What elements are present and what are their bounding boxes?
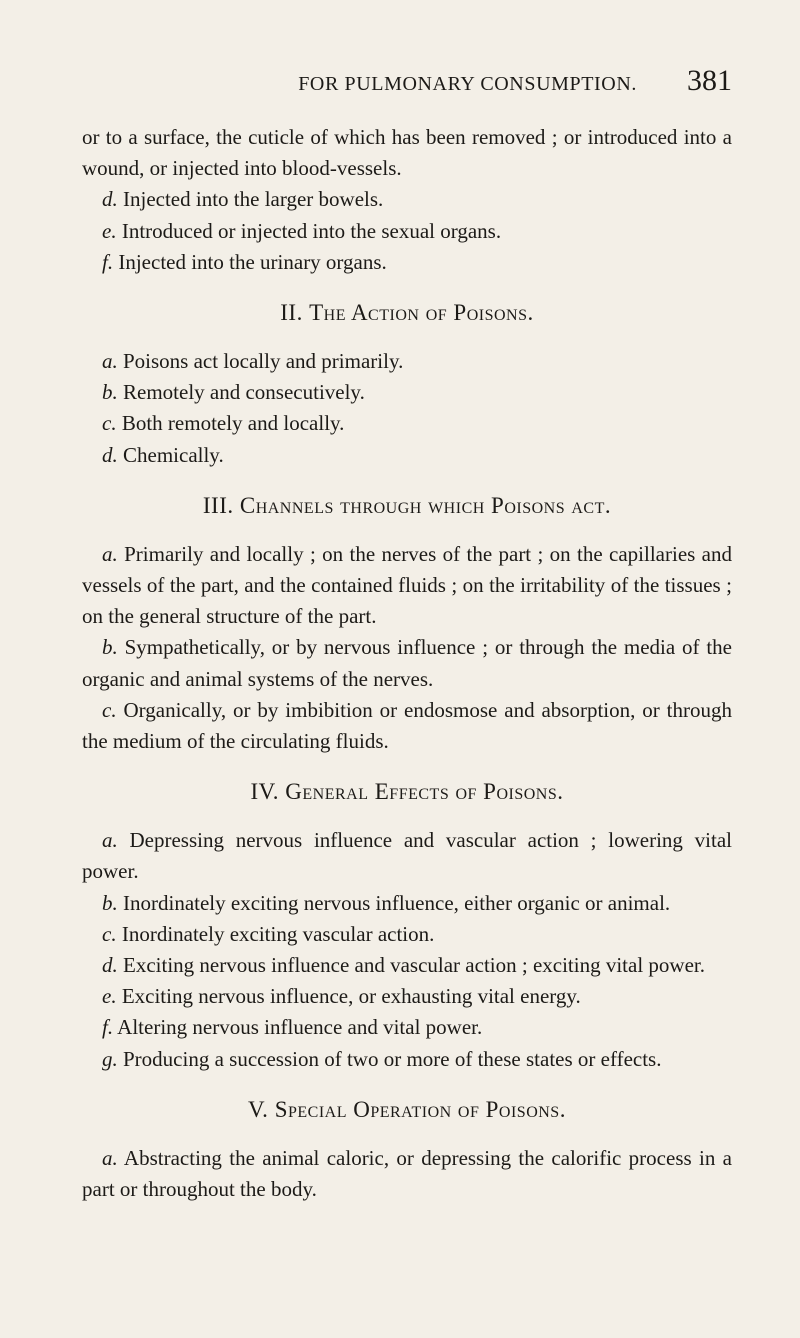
- list-item: [82, 539, 732, 633]
- item-label: b.: [102, 890, 118, 915]
- item-label: a.: [102, 1145, 118, 1170]
- item-label: f.: [102, 249, 114, 274]
- section-numeral: IV.: [250, 779, 280, 805]
- item-text: Exciting nervous influence and vascular action ; exciting vital power.: [117, 953, 705, 978]
- item-text: Injected into the urinary organs.: [113, 249, 387, 274]
- item-label: a.: [102, 349, 118, 374]
- item-label: f.: [102, 1015, 114, 1040]
- page-number: 381: [687, 64, 732, 97]
- item-text: Inordinately exciting vascular action.: [116, 921, 435, 946]
- item-label: a.: [102, 828, 118, 853]
- item-text: Introduced or injected into the sexual organs.: [116, 218, 502, 243]
- item-label: e.: [102, 984, 117, 1009]
- section-numeral: V.: [248, 1096, 269, 1122]
- item-label: a.: [102, 541, 118, 566]
- item-text: Exciting nervous influence, or exhausting vital energy.: [116, 984, 581, 1009]
- section-general-effects: [82, 779, 732, 1075]
- list-item: [82, 184, 732, 215]
- list-item: [82, 346, 732, 377]
- item-text: Poisons act locally and primarily.: [117, 349, 404, 374]
- section-title: Special Operation of Poisons.: [274, 1096, 566, 1122]
- item-label: d.: [102, 953, 118, 978]
- list-item: [82, 950, 732, 981]
- item-text: Chemically.: [117, 442, 224, 467]
- item-text: Primarily and locally ; on the nerves of the part ; on the capillaries and vessels of the part, and the contained fluids ; on the irritability of the tissues ; on the general structure of the part.: [82, 541, 732, 629]
- item-label: c.: [102, 697, 117, 722]
- list-item: [82, 981, 732, 1012]
- section-numeral: III.: [202, 492, 234, 518]
- section-action-of-poisons: [82, 300, 732, 471]
- list-item: [82, 888, 732, 919]
- list-item: [82, 632, 732, 694]
- intro-block: [82, 122, 732, 278]
- list-item: [82, 919, 732, 950]
- item-label: c.: [102, 921, 117, 946]
- section-title: General Effects of Poisons.: [285, 779, 564, 805]
- item-label: d.: [102, 442, 118, 467]
- list-item: [82, 408, 732, 439]
- section-heading: [82, 779, 732, 805]
- item-text: Inordinately exciting nervous influence, either organic or animal.: [117, 890, 671, 915]
- section-title: The Action of Poisons.: [309, 300, 534, 326]
- list-item: [82, 440, 732, 471]
- list-item: [82, 247, 732, 278]
- list-item: [82, 216, 732, 247]
- item-text: Organically, or by imbibition or endosmose and absorption, or through the medium of the circulating fluids.: [82, 697, 732, 754]
- section-channels: [82, 493, 732, 757]
- item-text: Producing a succession of two or more of these states or effects.: [117, 1046, 662, 1071]
- list-item: [82, 825, 732, 887]
- item-label: b.: [102, 380, 118, 405]
- item-label: b.: [102, 635, 118, 660]
- item-label: g.: [102, 1046, 118, 1071]
- item-text: Remotely and consecutively.: [117, 380, 365, 405]
- list-item: [82, 1143, 732, 1205]
- section-numeral: II.: [280, 300, 303, 326]
- section-special-operation: [82, 1097, 732, 1205]
- section-heading: [82, 300, 732, 326]
- item-text: Injected into the larger bowels.: [117, 187, 384, 212]
- continuation-paragraph: or to a surface, the cuticle of which has been removed ; or introduced into a wound, or injected into blood-vessels.: [82, 125, 732, 181]
- list-item: [82, 1044, 732, 1075]
- list-item: [82, 377, 732, 408]
- item-label: e.: [102, 218, 117, 243]
- item-text: Sympathetically, or by nervous influence ; or through the media of the organic and animal systems of the nerves.: [82, 635, 732, 691]
- section-title: Channels through which Poisons act.: [239, 492, 612, 518]
- list-item: [82, 1012, 732, 1043]
- item-text: Both remotely and locally.: [116, 411, 345, 436]
- item-text: Depressing nervous influence and vascular action ; lowering vital power.: [82, 828, 732, 884]
- section-heading: [82, 493, 732, 519]
- item-label: c.: [102, 411, 117, 436]
- list-item: [82, 695, 732, 757]
- item-label: d.: [102, 187, 118, 212]
- section-heading: [82, 1097, 732, 1123]
- running-title: FOR PULMONARY CONSUMPTION.: [298, 73, 637, 95]
- item-text: Abstracting the animal caloric, or depressing the calorific process in a part or throughout the body.: [82, 1145, 732, 1202]
- running-head: [82, 64, 732, 108]
- item-text: Altering nervous influence and vital power.: [113, 1015, 483, 1040]
